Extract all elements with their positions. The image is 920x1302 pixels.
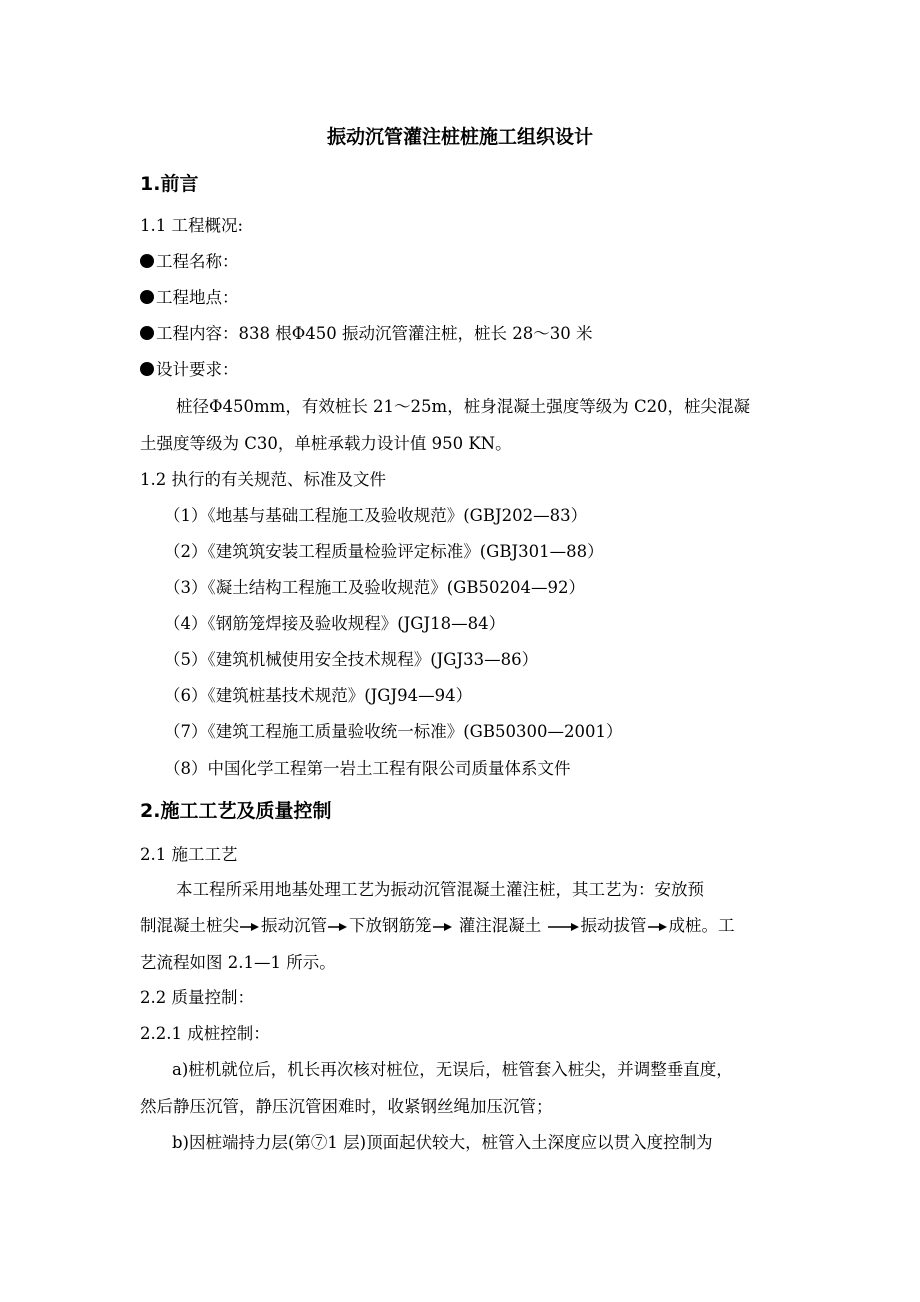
design-requirement-line-2: 土强度等级为 C30，单桩承载力设计值 950 KN。 xyxy=(140,434,512,453)
arrow-right-icon xyxy=(548,922,580,932)
bullet-item xyxy=(140,250,790,274)
reference-item: （3）《凝土结构工程施工及验收规范》(GB50204—92） xyxy=(164,578,585,597)
flow-step: 成桩。工 xyxy=(668,916,735,935)
bullet-icon xyxy=(140,290,154,304)
control-item-a-line-1: a)桩机就位后，机长再次核对桩位，无误后，桩管套入桩尖，并调整垂直度， xyxy=(172,1060,733,1079)
flow-step: 灌注混凝土 xyxy=(453,916,547,935)
process-paragraph-line-3: 艺流程如图 2.1—1 所示。 xyxy=(140,953,336,972)
flow-step: 振动拔管 xyxy=(580,916,647,935)
bullet-item xyxy=(140,322,790,346)
reference-item: （1）《地基与基础工程施工及验收规范》(GBJ202—83） xyxy=(164,506,588,525)
reference-item: （7）《建筑工程施工质量验收统一标准》(GB50300—2001） xyxy=(164,722,623,741)
bullet-text: 工程名称： xyxy=(156,252,239,271)
flow-step: 制混凝土桩尖 xyxy=(140,916,239,935)
subsection-2-2-1: 2.2.1 成桩控制： xyxy=(140,1024,270,1043)
reference-item: （6）《建筑桩基技术规范》(JGJ94—94） xyxy=(164,686,473,705)
arrow-right-icon xyxy=(240,922,260,932)
section-heading-2: 2.施工工艺及质量控制 xyxy=(140,800,332,822)
bullet-text: 工程地点： xyxy=(156,288,239,307)
bullet-item xyxy=(140,358,790,382)
subsection-1-1: 1.1 工程概况: xyxy=(140,216,244,235)
design-requirement-line-1: 桩径Φ450mm，有效桩长 21～25m，桩身混凝土强度等级为 C20，桩尖混凝 xyxy=(176,397,751,416)
bullet-icon xyxy=(140,326,154,340)
process-paragraph-line-1: 本工程所采用地基处理工艺为振动沉管混凝土灌注桩，其工艺为：安放预 xyxy=(176,880,704,899)
bullet-text: 设计要求： xyxy=(156,360,239,379)
reference-item: （8）中国化学工程第一岩土工程有限公司质量体系文件 xyxy=(164,759,571,778)
bullet-item xyxy=(140,286,790,310)
control-item-a-line-2: 然后静压沉管，静压沉管困难时，收紧钢丝绳加压沉管； xyxy=(140,1097,553,1116)
flow-step: 振动沉管 xyxy=(261,916,327,935)
subsection-2-2: 2.2 质量控制： xyxy=(140,988,254,1007)
document-title: 振动沉管灌注桩桩施工组织设计 xyxy=(326,126,593,148)
reference-item: （4）《钢筋笼焊接及验收规程》(JGJ18—84） xyxy=(164,614,506,633)
arrow-right-icon xyxy=(328,922,348,932)
subsection-1-2: 1.2 执行的有关规范、标准及文件 xyxy=(140,470,386,489)
arrow-right-icon xyxy=(433,922,453,932)
arrow-right-icon xyxy=(648,922,668,932)
control-item-b-line-1: b)因桩端持力层(第⑦1 层)顶面起伏较大，桩管入土深度应以贯入度控制为 xyxy=(172,1133,713,1152)
reference-item: （2）《建筑筑安装工程质量检验评定标准》(GBJ301—88） xyxy=(164,542,604,561)
bullet-icon xyxy=(140,362,154,376)
section-heading-1: 1.前言 xyxy=(140,173,199,195)
bullet-text: 工程内容：838 根Φ450 振动沉管灌注桩，桩长 28～30 米 xyxy=(156,324,593,343)
bullet-icon xyxy=(140,254,154,268)
flow-step: 下放钢筋笼 xyxy=(349,916,432,935)
reference-item: （5）《建筑机械使用安全技术规程》(JGJ33—86） xyxy=(164,650,539,669)
process-flow-line xyxy=(140,914,790,938)
subsection-2-1: 2.1 施工工艺 xyxy=(140,845,238,864)
